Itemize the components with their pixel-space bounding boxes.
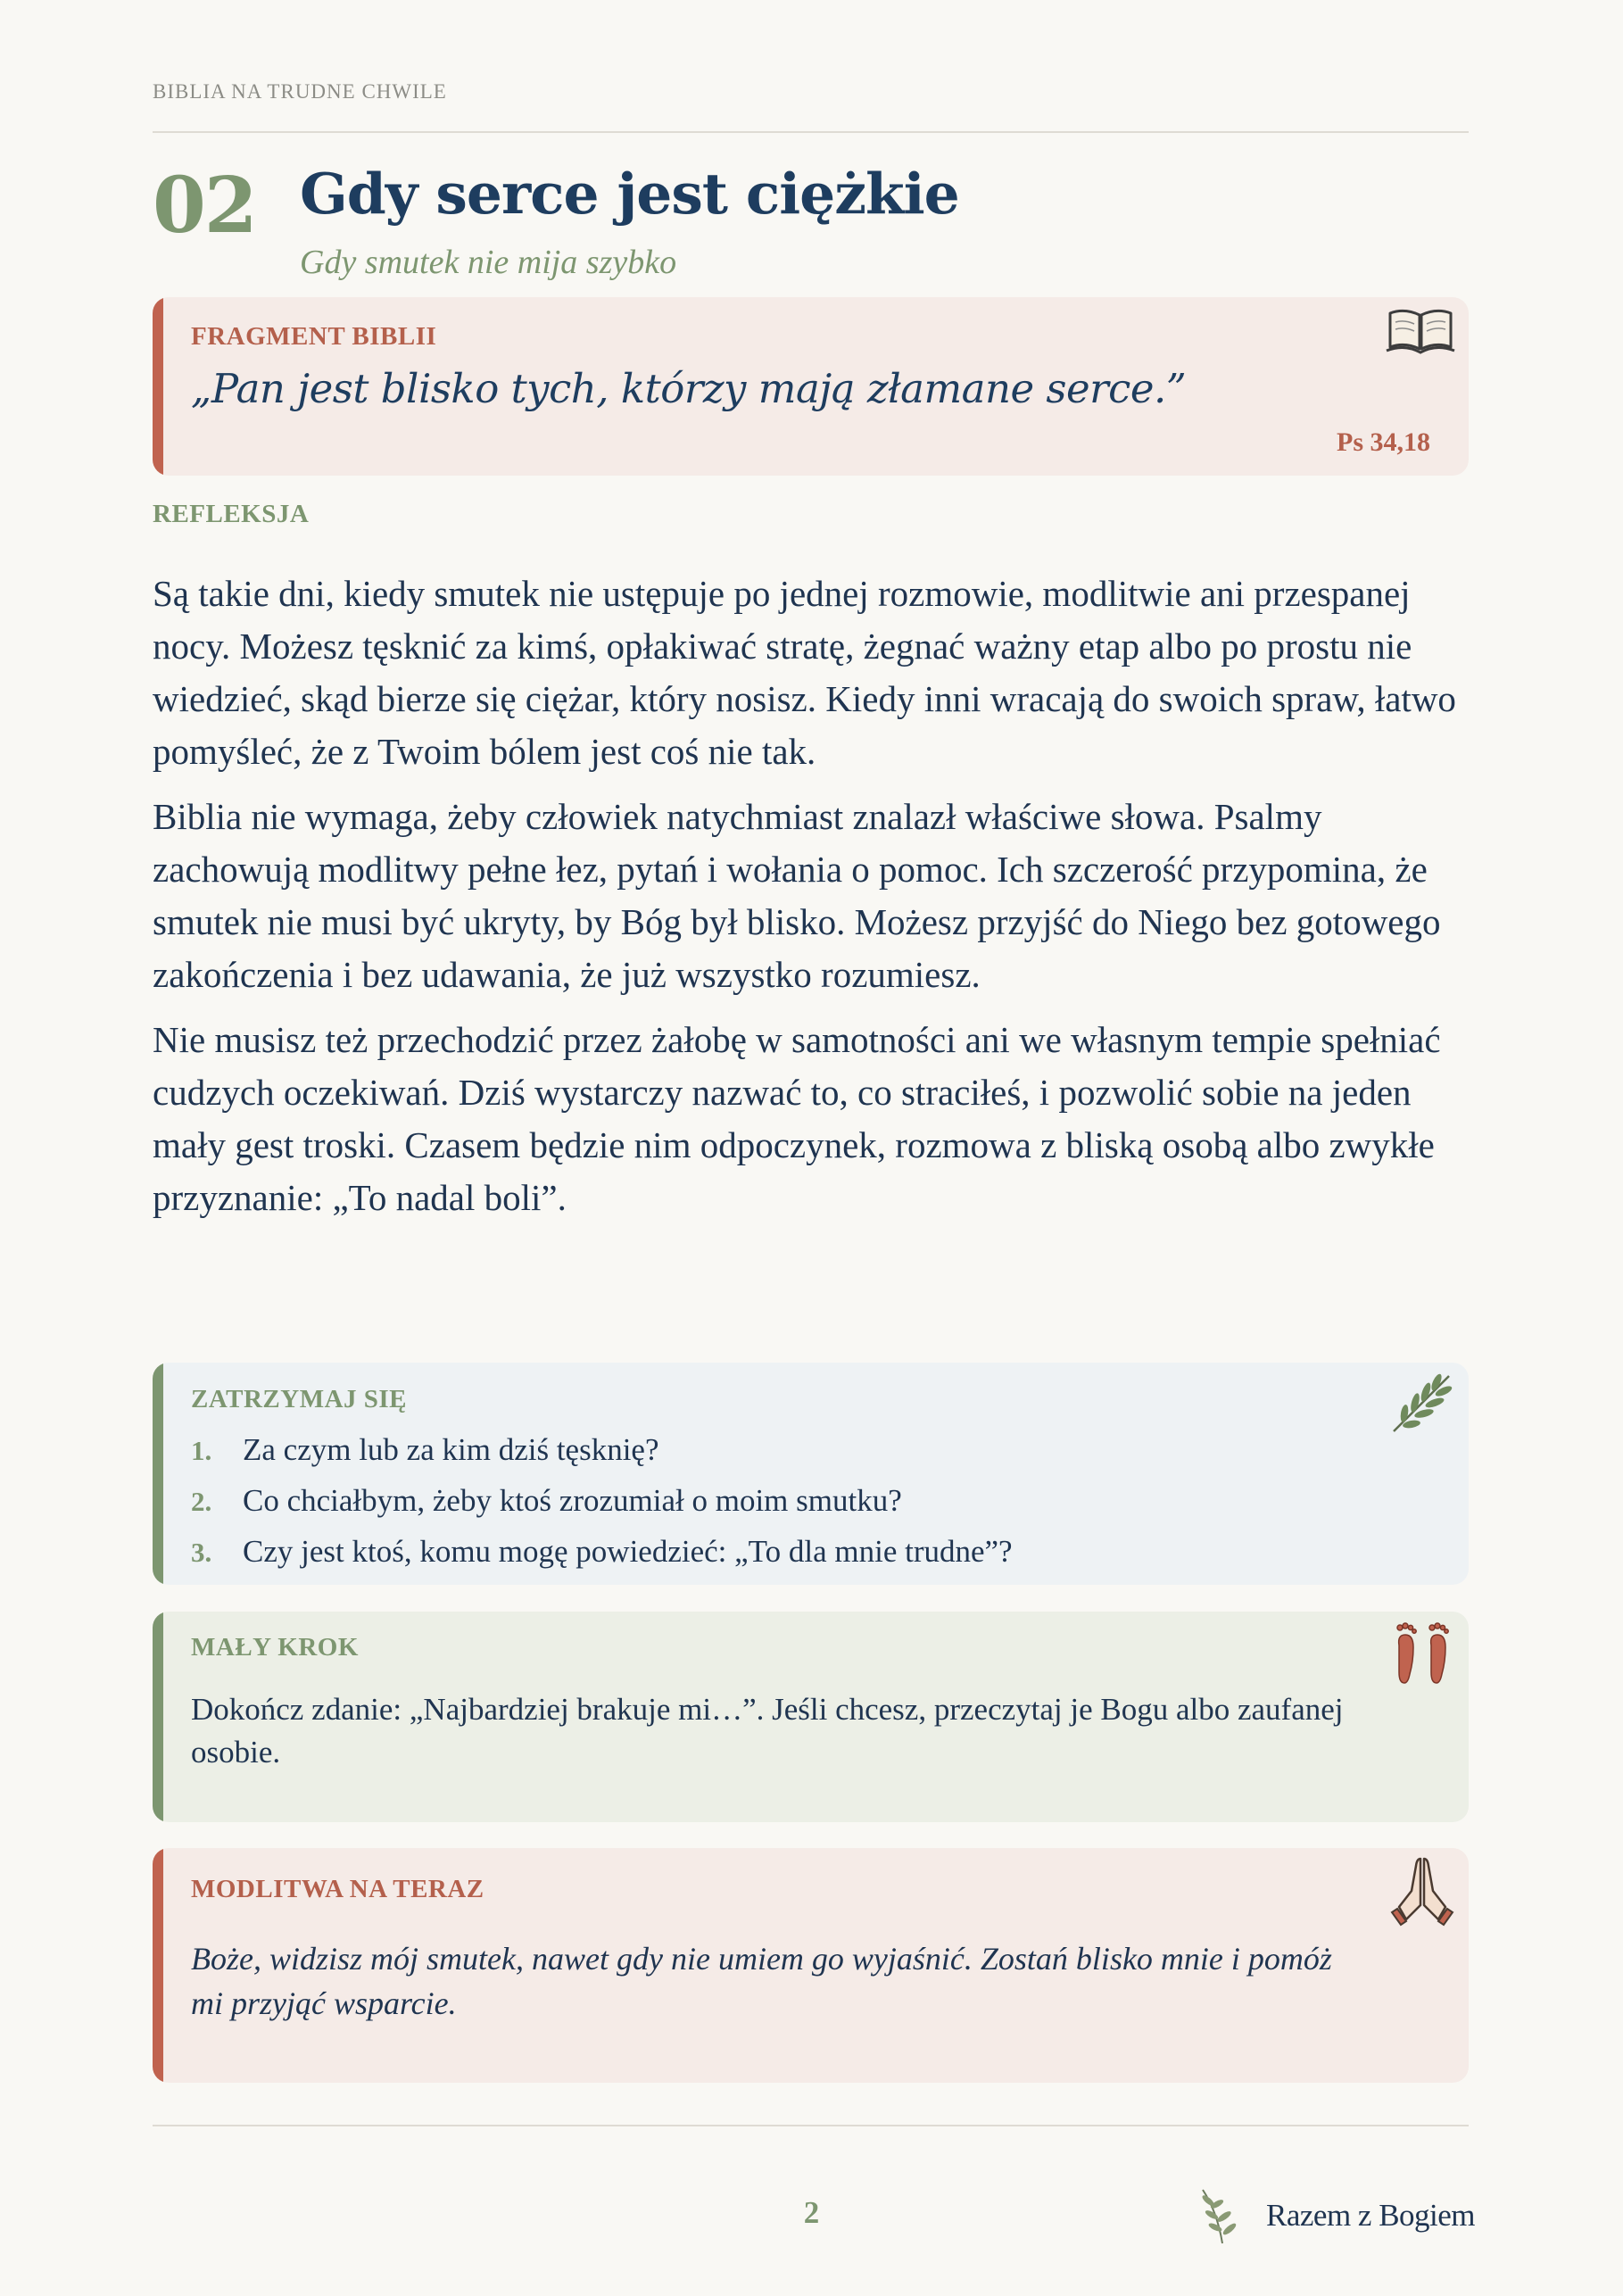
list-item [191,1432,1013,1483]
chapter-number: 02 [153,161,256,251]
list-item [191,1483,1013,1534]
header-divider [153,131,1469,133]
bible-box-accent-bar [153,297,163,476]
step-box-label: MAŁY KROK [191,1633,359,1662]
prayer-text: Boże, widzisz mój smutek, nawet gdy nie umiem go wyjaśnić. Zostań blisko mnie i pomóż mi przyjąć wsparcie. [191,1941,1332,2021]
list-number: 2. [191,1486,212,1517]
pause-box-label: ZATRZYMAJ SIĘ [191,1385,408,1413]
reflection-paragraph: Biblia nie wymaga, żeby człowiek natychmiast znalazł właściwe słowa. Psalmy zachowują modlitwy pełne łez, pytań i wołania o pomoc. Ich szczerość przypomina, że smutek nie musi być ukryty, by Bóg był blisko. Możesz przyjść do Niego bez gotowego zakończenia i bez udawania, że już wszystko rozumiesz. [153,796,1441,995]
step-box-accent-bar [153,1612,163,1822]
prayer-box-label: MODLITWA NA TERAZ [191,1875,484,1903]
list-item [191,1534,1013,1585]
bible-reference: Ps 34,18 [1337,427,1430,457]
chapter-subtitle: Gdy smutek nie mija szybko [300,244,677,281]
reflection-paragraph: Nie musisz też przechodzić przez żałobę w samotności ani we własnym tempie spełniać cudzych oczekiwań. Dziś wystarczy nazwać to, co straciłeś, i pozwolić sobie na jeden mały gest troski. Czasem będzie nim odpoczynek, rozmowa z bliską osobą albo zwykłe przyznanie: „To nadal boli”. [153,1019,1441,1218]
leaf-sprig-icon [1196,2184,1249,2250]
reflection-body [153,568,1471,1237]
reflection-questions [191,1432,1013,1585]
footprints-icon [1390,1619,1454,1694]
prayer-box-accent-bar [153,1848,163,2083]
list-text: Za czym lub za kim dziś tęsknię? [243,1432,659,1467]
running-header: BIBLIA NA TRUDNE CHWILE [153,80,447,103]
bible-box-label: FRAGMENT BIBLII [191,322,437,351]
praying-hands-icon [1390,1852,1454,1930]
bible-fragment-box [153,297,1469,476]
reflection-label: REFLEKSJA [153,500,310,528]
step-text: Dokończ zdanie: „Najbardziej brakuje mi…”. Jeśli chcesz, przeczytaj je Bogu albo zaufanej osobie. [191,1692,1344,1770]
list-text: Czy jest ktoś, komu mogę powiedzieć: „To dla mnie trudne”? [243,1534,1013,1569]
olive-branch-icon [1387,1369,1454,1440]
page-number: 2 [803,2195,820,2230]
prayer-box [153,1848,1469,2083]
pause-box-accent-bar [153,1363,163,1585]
reflection-paragraph: Są takie dni, kiedy smutek nie ustępuje po jednej rozmowie, modlitwie ani przespanej nocy. Możesz tęsknić za kimś, opłakiwać stratę, żegnać ważny etap albo po prostu nie wiedzieć, skąd bierze się ciężar, który nosisz. Kiedy inni wracają do swoich spraw, łatwo pomyśleć, że z Twoim bólem jest coś nie tak. [153,573,1456,772]
bible-quote: „Pan jest blisko tych, którzy mają złamane serce.” [191,365,1187,412]
chapter-title: Gdy serce jest ciężkie [300,161,959,227]
list-number: 1. [191,1435,212,1466]
small-step-box [153,1612,1469,1822]
pause-box [153,1363,1469,1585]
footer-divider [153,2125,1469,2126]
list-number: 3. [191,1537,212,1568]
list-text: Co chciałbym, żeby ktoś zrozumiał o moim smutku? [243,1483,902,1518]
brand-name: Razem z Bogiem [1266,2198,1476,2233]
open-book-icon [1385,303,1456,360]
